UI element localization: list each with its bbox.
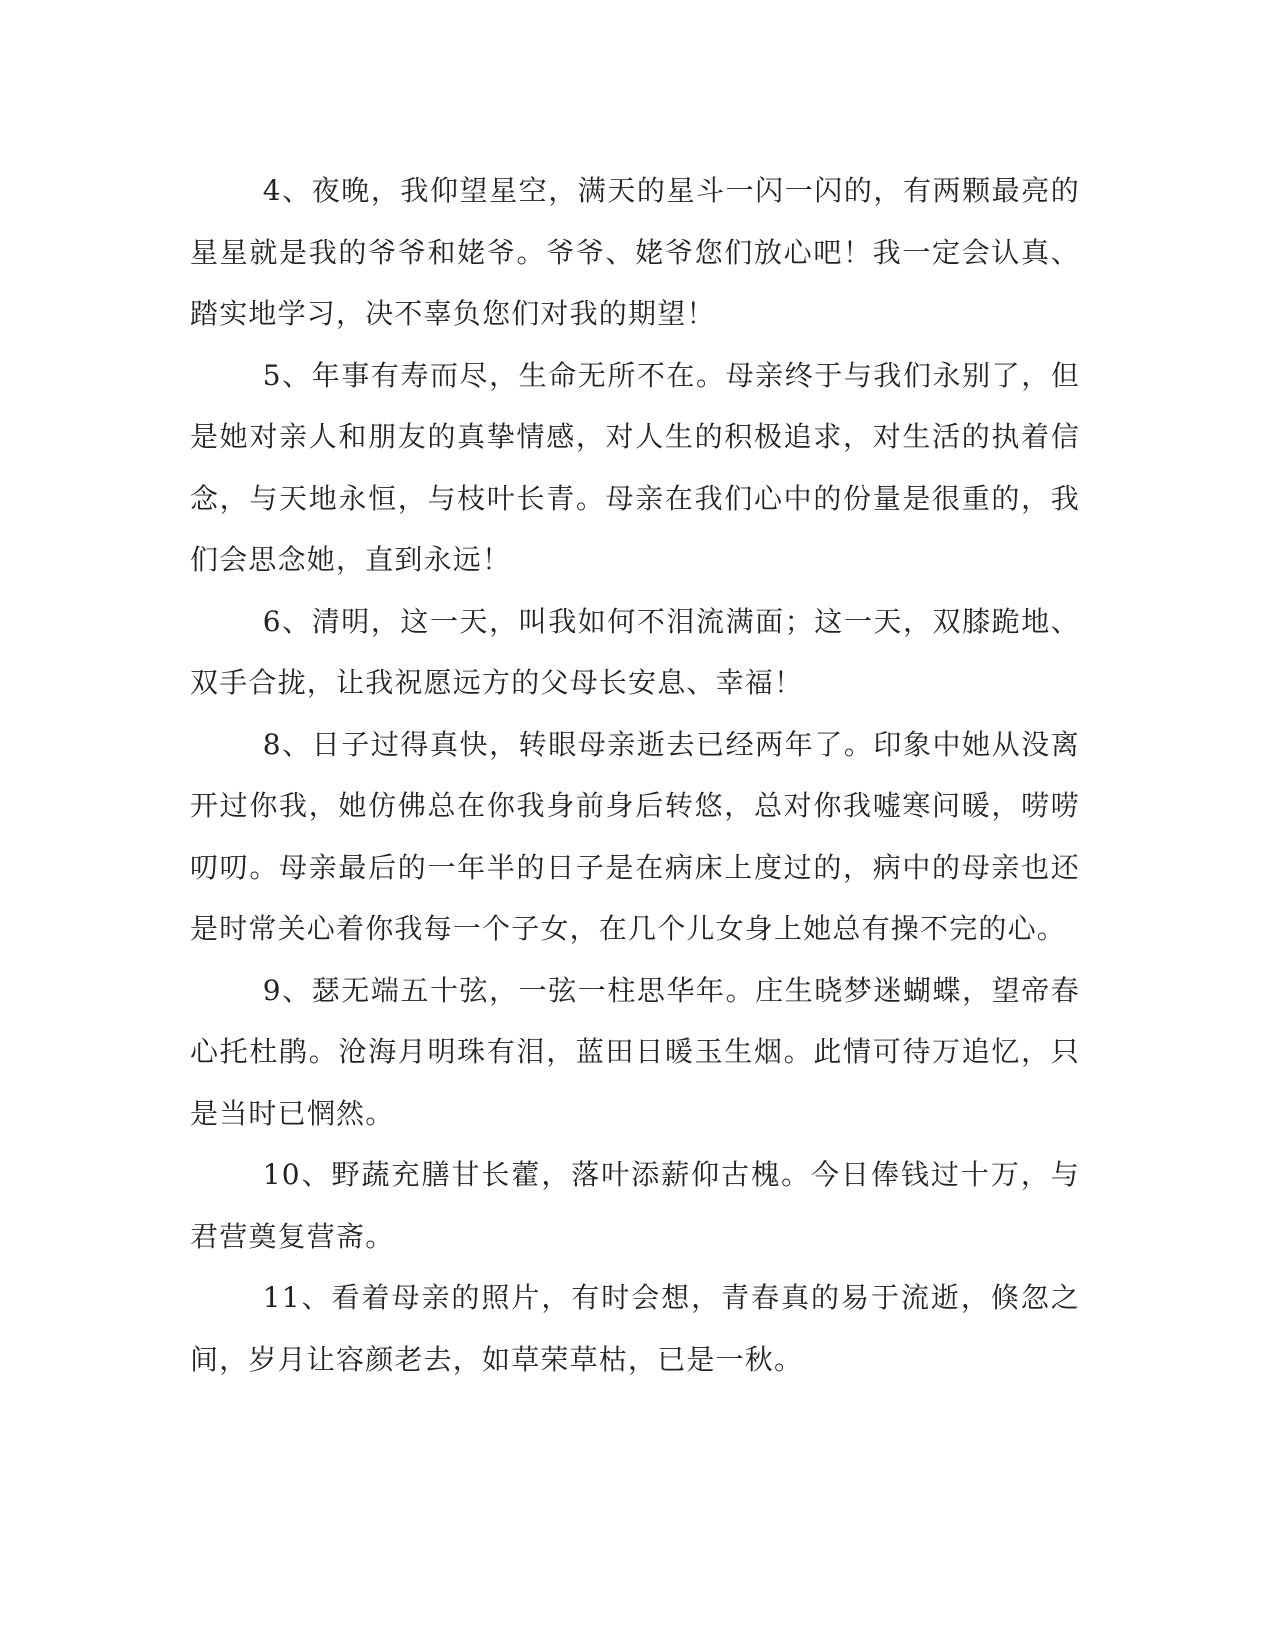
paragraph-9: 9、瑟无端五十弦，一弦一柱思华年。庄生晓梦迷蝴蝶，望帝春心托杜鹃。沧海月明珠有泪，蓝田日暖玉生烟。此情可待万追忆，只是当时已惘然。 — [190, 973, 1080, 1130]
paragraph-5: 5、年事有寿而尽，生命无所不在。母亲终于与我们永别了，但是她对亲人和朋友的真挚情感，对人生的积极追求，对生活的执着信念，与天地永恒，与枝叶长青。母亲在我们心中的份量是很重的，我们会思念她，直到永远！ — [190, 358, 1080, 576]
document-body — [190, 160, 1080, 1390]
paragraph-4: 4、夜晚，我仰望星空，满天的星斗一闪一闪的，有两颗最亮的星星就是我的爷爷和姥爷。爷爷、姥爷您们放心吧！我一定会认真、踏实地学习，决不辜负您们对我的期望！ — [190, 174, 1080, 330]
paragraph-11: 11、看着母亲的照片，有时会想，青春真的易于流逝，倏忽之间，岁月让容颜老去，如草荣草枯，已是一秋。 — [190, 1281, 1080, 1376]
paragraph-8: 8、日子过得真快，转眼母亲逝去已经两年了。印象中她从没离开过你我，她仿佛总在你我身前身后转悠，总对你我嘘寒问暖，唠唠叨叨。母亲最后的一年半的日子是在病床上度过的，病中的母亲也还是时常关心着你我每一个子女，在几个儿女身上她总有操不完的心。 — [190, 727, 1080, 945]
paragraph-10: 10、野蔬充膳甘长藿，落叶添薪仰古槐。今日俸钱过十万，与君营奠复营斋。 — [190, 1158, 1080, 1253]
paragraph-6: 6、清明，这一天，叫我如何不泪流满面；这一天，双膝跪地、双手合拢，让我祝愿远方的父母长安息、幸福！ — [190, 604, 1080, 699]
